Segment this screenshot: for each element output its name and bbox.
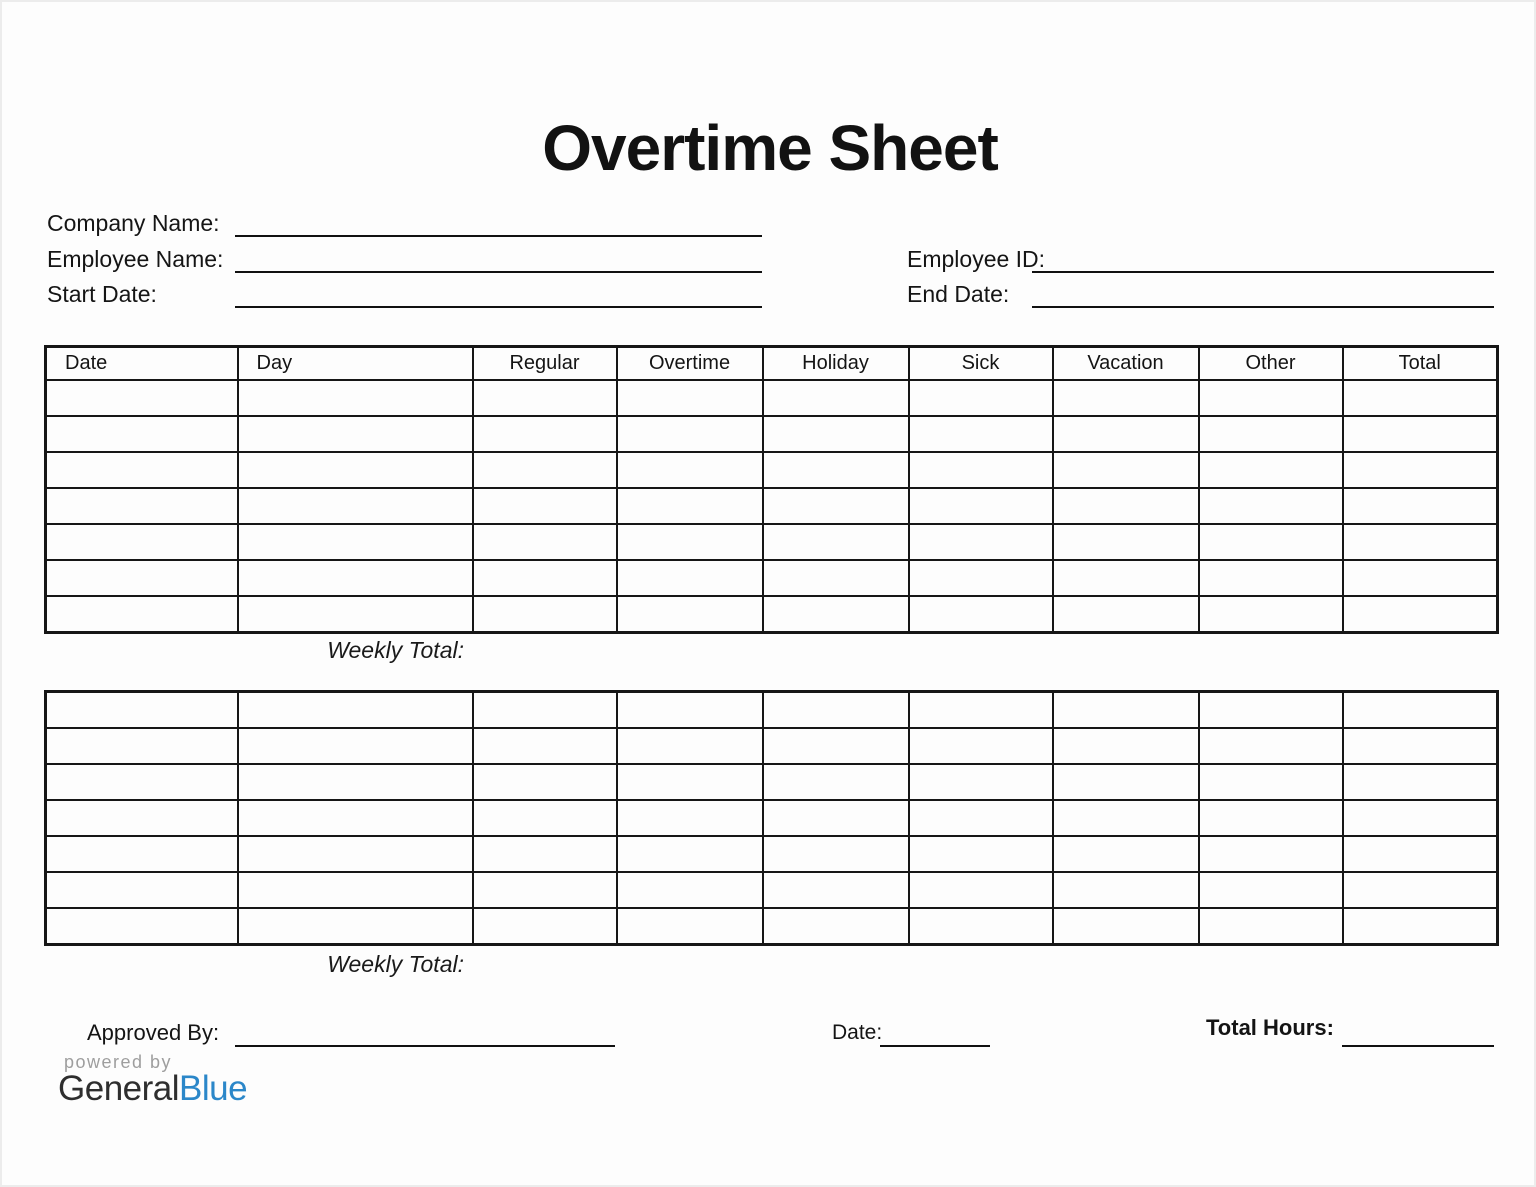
week1-timesheet-table bbox=[44, 345, 1499, 634]
start-date-label: Start Date: bbox=[47, 281, 157, 307]
timesheet-cell-regular[interactable] bbox=[473, 872, 617, 908]
timesheet-cell-other[interactable] bbox=[1199, 416, 1343, 452]
timesheet-cell-other[interactable] bbox=[1199, 872, 1343, 908]
timesheet-cell-date[interactable] bbox=[46, 452, 238, 488]
timesheet-cell-regular[interactable] bbox=[473, 908, 617, 945]
timesheet-cell-overtime[interactable] bbox=[617, 488, 763, 524]
timesheet-cell-date[interactable] bbox=[46, 488, 238, 524]
timesheet-cell-sick[interactable] bbox=[909, 800, 1053, 836]
timesheet-cell-total[interactable] bbox=[1343, 836, 1498, 872]
timesheet-header-row bbox=[46, 347, 1498, 381]
timesheet-cell-regular[interactable] bbox=[473, 416, 617, 452]
timesheet-cell-date[interactable] bbox=[46, 872, 238, 908]
timesheet-row bbox=[46, 872, 1498, 908]
start-date-line[interactable] bbox=[235, 284, 762, 308]
timesheet-cell-total[interactable] bbox=[1343, 908, 1498, 945]
timesheet-cell-overtime[interactable] bbox=[617, 524, 763, 560]
timesheet-cell-overtime[interactable] bbox=[617, 764, 763, 800]
timesheet-cell-vacation[interactable] bbox=[1053, 692, 1199, 729]
timesheet-cell-overtime[interactable] bbox=[617, 836, 763, 872]
timesheet-cell-holiday[interactable] bbox=[763, 800, 909, 836]
timesheet-cell-other[interactable] bbox=[1199, 908, 1343, 945]
approval-date-label: Date: bbox=[832, 1021, 883, 1044]
timesheet-cell-sick[interactable] bbox=[909, 596, 1053, 633]
column-header-vacation: Vacation bbox=[1053, 347, 1199, 381]
timesheet-cell-other[interactable] bbox=[1199, 524, 1343, 560]
timesheet-row bbox=[46, 596, 1498, 633]
timesheet-cell-regular[interactable] bbox=[473, 560, 617, 596]
timesheet-cell-vacation[interactable] bbox=[1053, 800, 1199, 836]
timesheet-cell-regular[interactable] bbox=[473, 524, 617, 560]
approved-by-line[interactable] bbox=[235, 1023, 615, 1047]
timesheet-cell-overtime[interactable] bbox=[617, 416, 763, 452]
timesheet-cell-other[interactable] bbox=[1199, 728, 1343, 764]
column-header-day: Day bbox=[238, 347, 473, 381]
timesheet-cell-sick[interactable] bbox=[909, 836, 1053, 872]
column-header-other: Other bbox=[1199, 347, 1343, 381]
timesheet-cell-date[interactable] bbox=[46, 728, 238, 764]
timesheet-cell-date[interactable] bbox=[46, 908, 238, 945]
timesheet-cell-regular[interactable] bbox=[473, 596, 617, 633]
timesheet-cell-total[interactable] bbox=[1343, 728, 1498, 764]
timesheet-cell-other[interactable] bbox=[1199, 452, 1343, 488]
powered-by-text: powered by bbox=[64, 1052, 173, 1072]
timesheet-cell-holiday[interactable] bbox=[763, 908, 909, 945]
timesheet-cell-holiday[interactable] bbox=[763, 764, 909, 800]
timesheet-cell-day[interactable] bbox=[238, 836, 473, 872]
timesheet-cell-holiday[interactable] bbox=[763, 380, 909, 416]
timesheet-row bbox=[46, 524, 1498, 560]
timesheet-cell-sick[interactable] bbox=[909, 524, 1053, 560]
company-name-label: Company Name: bbox=[47, 210, 220, 236]
timesheet-cell-day[interactable] bbox=[238, 764, 473, 800]
timesheet-row bbox=[46, 452, 1498, 488]
timesheet-cell-overtime[interactable] bbox=[617, 452, 763, 488]
end-date-line[interactable] bbox=[1032, 284, 1494, 308]
timesheet-row bbox=[46, 836, 1498, 872]
timesheet-cell-day[interactable] bbox=[238, 800, 473, 836]
timesheet-cell-other[interactable] bbox=[1199, 488, 1343, 524]
timesheet-cell-date[interactable] bbox=[46, 800, 238, 836]
week1-weekly-total-label: Weekly Total: bbox=[327, 637, 464, 663]
total-hours-line[interactable] bbox=[1342, 1023, 1494, 1047]
timesheet-cell-overtime[interactable] bbox=[617, 800, 763, 836]
timesheet-cell-other[interactable] bbox=[1199, 800, 1343, 836]
timesheet-cell-total[interactable] bbox=[1343, 560, 1498, 596]
timesheet-cell-date[interactable] bbox=[46, 524, 238, 560]
timesheet-cell-regular[interactable] bbox=[473, 380, 617, 416]
end-date-label: End Date: bbox=[907, 281, 1010, 307]
timesheet-cell-sick[interactable] bbox=[909, 416, 1053, 452]
timesheet-cell-date[interactable] bbox=[46, 836, 238, 872]
timesheet-cell-holiday[interactable] bbox=[763, 692, 909, 729]
timesheet-cell-total[interactable] bbox=[1343, 596, 1498, 633]
timesheet-cell-holiday[interactable] bbox=[763, 524, 909, 560]
timesheet-cell-sick[interactable] bbox=[909, 488, 1053, 524]
timesheet-cell-other[interactable] bbox=[1199, 560, 1343, 596]
timesheet-cell-sick[interactable] bbox=[909, 380, 1053, 416]
timesheet-cell-other[interactable] bbox=[1199, 596, 1343, 633]
timesheet-cell-holiday[interactable] bbox=[763, 452, 909, 488]
timesheet-cell-regular[interactable] bbox=[473, 800, 617, 836]
timesheet-cell-total[interactable] bbox=[1343, 800, 1498, 836]
timesheet-cell-date[interactable] bbox=[46, 560, 238, 596]
timesheet-cell-day[interactable] bbox=[238, 488, 473, 524]
brand-name-blue: Blue bbox=[179, 1069, 248, 1108]
timesheet-cell-sick[interactable] bbox=[909, 764, 1053, 800]
timesheet-cell-day[interactable] bbox=[238, 872, 473, 908]
timesheet-cell-regular[interactable] bbox=[473, 764, 617, 800]
timesheet-cell-sick[interactable] bbox=[909, 908, 1053, 945]
timesheet-cell-holiday[interactable] bbox=[763, 596, 909, 633]
timesheet-row bbox=[46, 380, 1498, 416]
timesheet-cell-day[interactable] bbox=[238, 596, 473, 633]
timesheet-cell-date[interactable] bbox=[46, 416, 238, 452]
column-header-overtime: Overtime bbox=[617, 347, 763, 381]
timesheet-cell-holiday[interactable] bbox=[763, 560, 909, 596]
employee-name-line[interactable] bbox=[235, 249, 762, 273]
timesheet-cell-total[interactable] bbox=[1343, 524, 1498, 560]
timesheet-cell-regular[interactable] bbox=[473, 728, 617, 764]
timesheet-cell-total[interactable] bbox=[1343, 452, 1498, 488]
timesheet-cell-total[interactable] bbox=[1343, 488, 1498, 524]
page-title: Overtime Sheet bbox=[542, 112, 998, 184]
timesheet-cell-other[interactable] bbox=[1199, 692, 1343, 729]
timesheet-cell-vacation[interactable] bbox=[1053, 872, 1199, 908]
timesheet-cell-day[interactable] bbox=[238, 908, 473, 945]
timesheet-cell-vacation[interactable] bbox=[1053, 488, 1199, 524]
timesheet-cell-total[interactable] bbox=[1343, 692, 1498, 729]
timesheet-cell-total[interactable] bbox=[1343, 872, 1498, 908]
approved-by-label: Approved By: bbox=[87, 1020, 220, 1045]
timesheet-cell-day[interactable] bbox=[238, 692, 473, 729]
timesheet-cell-regular[interactable] bbox=[473, 692, 617, 729]
timesheet-cell-vacation[interactable] bbox=[1053, 416, 1199, 452]
employee-name-label: Employee Name: bbox=[47, 246, 224, 272]
generalblue-logo bbox=[58, 1070, 247, 1108]
timesheet-cell-vacation[interactable] bbox=[1053, 380, 1199, 416]
timesheet-cell-other[interactable] bbox=[1199, 764, 1343, 800]
column-header-holiday: Holiday bbox=[763, 347, 909, 381]
timesheet-row bbox=[46, 908, 1498, 945]
approval-date-line[interactable] bbox=[880, 1023, 990, 1047]
timesheet-cell-vacation[interactable] bbox=[1053, 524, 1199, 560]
timesheet-cell-holiday[interactable] bbox=[763, 836, 909, 872]
timesheet-cell-sick[interactable] bbox=[909, 872, 1053, 908]
timesheet-cell-day[interactable] bbox=[238, 560, 473, 596]
timesheet-row bbox=[46, 488, 1498, 524]
timesheet-cell-date[interactable] bbox=[46, 380, 238, 416]
timesheet-row bbox=[46, 764, 1498, 800]
timesheet-cell-overtime[interactable] bbox=[617, 596, 763, 633]
column-header-date: Date bbox=[46, 347, 238, 381]
timesheet-cell-holiday[interactable] bbox=[763, 728, 909, 764]
timesheet-cell-total[interactable] bbox=[1343, 416, 1498, 452]
timesheet-cell-overtime[interactable] bbox=[617, 692, 763, 729]
brand-name-general: General bbox=[58, 1069, 180, 1108]
timesheet-cell-vacation[interactable] bbox=[1053, 560, 1199, 596]
total-hours-label: Total Hours: bbox=[1206, 1015, 1334, 1040]
column-header-regular: Regular bbox=[473, 347, 617, 381]
timesheet-cell-day[interactable] bbox=[238, 728, 473, 764]
timesheet-cell-sick[interactable] bbox=[909, 560, 1053, 596]
employee-id-label: Employee ID: bbox=[907, 246, 1046, 272]
timesheet-cell-overtime[interactable] bbox=[617, 908, 763, 945]
timesheet-cell-day[interactable] bbox=[238, 380, 473, 416]
timesheet-row bbox=[46, 416, 1498, 452]
timesheet-cell-regular[interactable] bbox=[473, 488, 617, 524]
timesheet-cell-overtime[interactable] bbox=[617, 728, 763, 764]
employee-id-line[interactable] bbox=[1032, 249, 1494, 273]
timesheet-cell-vacation[interactable] bbox=[1053, 596, 1199, 633]
week2-weekly-total-label: Weekly Total: bbox=[327, 951, 464, 977]
column-header-total: Total bbox=[1343, 347, 1498, 381]
timesheet-cell-day[interactable] bbox=[238, 416, 473, 452]
timesheet-cell-date[interactable] bbox=[46, 764, 238, 800]
timesheet-cell-holiday[interactable] bbox=[763, 872, 909, 908]
timesheet-cell-other[interactable] bbox=[1199, 836, 1343, 872]
timesheet-row bbox=[46, 692, 1498, 729]
timesheet-cell-other[interactable] bbox=[1199, 380, 1343, 416]
timesheet-cell-vacation[interactable] bbox=[1053, 452, 1199, 488]
timesheet-cell-vacation[interactable] bbox=[1053, 764, 1199, 800]
timesheet-cell-date[interactable] bbox=[46, 692, 238, 729]
timesheet-cell-holiday[interactable] bbox=[763, 488, 909, 524]
timesheet-cell-day[interactable] bbox=[238, 524, 473, 560]
timesheet-cell-vacation[interactable] bbox=[1053, 836, 1199, 872]
timesheet-cell-overtime[interactable] bbox=[617, 872, 763, 908]
timesheet-row bbox=[46, 728, 1498, 764]
timesheet-row bbox=[46, 800, 1498, 836]
timesheet-cell-holiday[interactable] bbox=[763, 416, 909, 452]
timesheet-cell-overtime[interactable] bbox=[617, 380, 763, 416]
timesheet-cell-sick[interactable] bbox=[909, 692, 1053, 729]
timesheet-cell-total[interactable] bbox=[1343, 764, 1498, 800]
timesheet-cell-vacation[interactable] bbox=[1053, 728, 1199, 764]
timesheet-cell-vacation[interactable] bbox=[1053, 908, 1199, 945]
timesheet-cell-regular[interactable] bbox=[473, 452, 617, 488]
column-header-sick: Sick bbox=[909, 347, 1053, 381]
week2-timesheet-table bbox=[44, 690, 1499, 946]
timesheet-cell-total[interactable] bbox=[1343, 380, 1498, 416]
company-name-line[interactable] bbox=[235, 213, 762, 237]
timesheet-cell-day[interactable] bbox=[238, 452, 473, 488]
timesheet-cell-sick[interactable] bbox=[909, 728, 1053, 764]
timesheet-cell-regular[interactable] bbox=[473, 836, 617, 872]
timesheet-cell-overtime[interactable] bbox=[617, 560, 763, 596]
timesheet-row bbox=[46, 560, 1498, 596]
timesheet-cell-sick[interactable] bbox=[909, 452, 1053, 488]
timesheet-cell-date[interactable] bbox=[46, 596, 238, 633]
